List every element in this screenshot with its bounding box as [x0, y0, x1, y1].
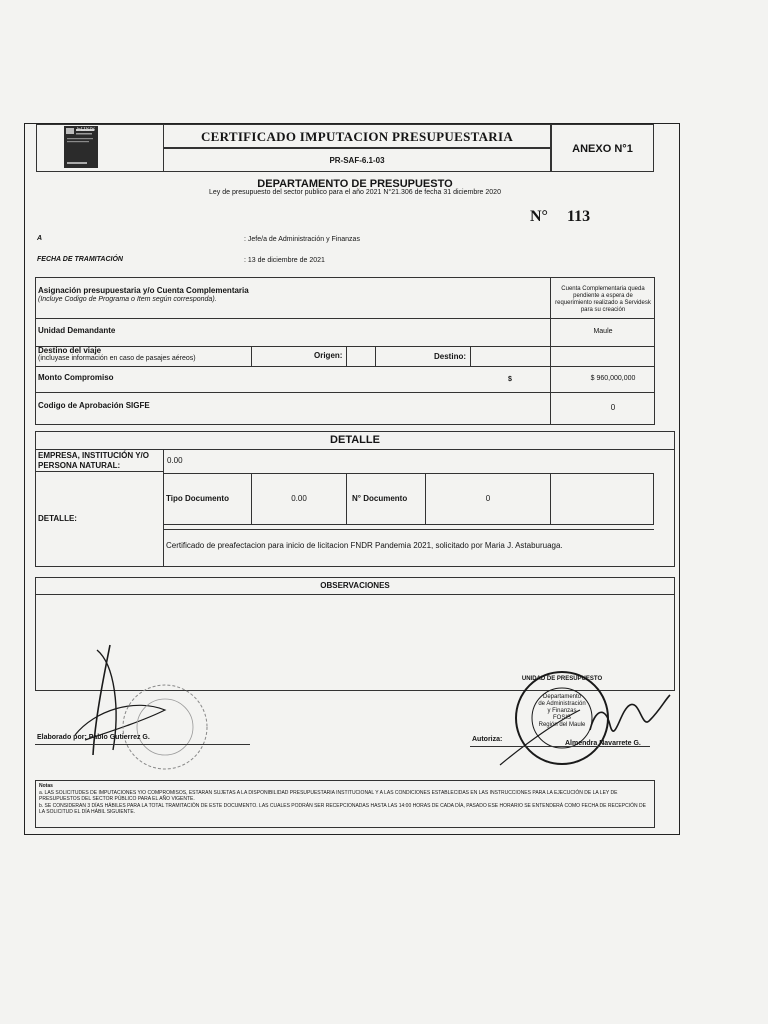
num-doc-label: N° Documento — [352, 494, 408, 503]
monto-label: Monto Compromiso — [38, 373, 114, 382]
logo-text: FOSIS — [77, 127, 96, 133]
law-text: Ley de presupuesto del sector publico para el año 2021 N°21.306 de fecha 31 diciembre 2020 — [209, 189, 501, 196]
asignacion-value: Cuenta Complementaria queda pendiente a espera de requerimiento realizado a Servidesk para su creación — [555, 286, 651, 313]
document-title: CERTIFICADO IMPUTACION PRESUPUESTARIA — [200, 129, 514, 144]
destino-label-2: Destino: — [434, 352, 466, 361]
stamp-inner-2: y Finanzas — [547, 708, 577, 714]
title-cell — [163, 124, 551, 148]
sigfe-value: 0 — [610, 403, 616, 412]
anexo-cell — [551, 124, 654, 172]
tipo-doc-value: 0.00 — [291, 494, 307, 503]
fecha-label: FECHA DE TRAMITACIÓN — [37, 256, 123, 263]
observaciones-title: OBSERVACIONES — [320, 581, 390, 590]
asignacion-label: Asignación presupuestaria y/o Cuenta Complementaria — [38, 286, 249, 295]
number-label: N° — [530, 208, 548, 225]
note-b: b. SE CONSIDERAN 3 DÍAS HÁBILES PARA LA TOTAL TRAMITACIÓN DE ESTE DOCUMENTO. LAS CUALES PODRÁN SER RECEPCIONADAS HASTA LAS 14:00 HORAS DE CADA DÍA, PASADO ESE HORARIO SE ENTENDERÁ COMO FECHA DE RECEPCIÓN DE LA SOLICITUD EL DÍA HÁBIL SIGUIENTE. — [39, 802, 646, 815]
detalle-description: Certificado de preafectacion para inicio de licitacion FNDR Pandemia 2021, solicitado por Maria J. Astaburuaga. — [166, 541, 563, 550]
empresa-value: 0.00 — [167, 456, 183, 465]
asignacion-note: (Incluye Codigo de Programa o Item según corresponda). — [38, 296, 217, 303]
note-a: a. LAS SOLICITUDES DE IMPUTACIONES Y/O COMPROMISOS, ESTARAN SUJETAS A LA DISPONIBILIDAD PRESUPUESTARIA INSTITUCIONAL Y A LAS CONDICIONES ESTABLECIDAS EN LAS INSTRUCCIONES PARA LA EJECUCIÓN DE LA LEY DE PRESUPUESTOS DEL SECTOR PÚBLICO PARA EL AÑO VIGENTE. — [39, 789, 618, 802]
notes-title: Notas — [39, 783, 53, 789]
unidad-label: Unidad Demandante — [38, 326, 116, 335]
monto-currency: $ — [508, 376, 512, 383]
fecha-value: : 13 de diciembre de 2021 — [244, 257, 325, 264]
stamp-inner-0: Departamento — [542, 694, 582, 700]
origen-label: Origen: — [314, 351, 343, 360]
autoriza-label: Autoriza: — [472, 736, 503, 743]
code-cell — [163, 148, 551, 172]
autoriza-name: Almendra Navarrete G. — [565, 740, 641, 747]
autoriza-signature — [470, 690, 680, 770]
stamp-outer-text: UNIDAD DE PRESUPUESTO — [521, 676, 603, 682]
stamp-inner-4: Región del Maule — [538, 722, 586, 728]
num-doc-value: 0 — [485, 494, 491, 503]
elaborado-stamp — [118, 680, 213, 775]
number-value: 113 — [567, 208, 591, 225]
document-code: PR-SAF-6.1-03 — [329, 156, 385, 165]
notes-box — [35, 780, 655, 828]
unidad-value: Maule — [593, 328, 613, 335]
empresa-label: EMPRESA, INSTITUCIÓN Y/O PERSONA NATURAL: — [38, 451, 149, 470]
documento-row — [163, 473, 654, 525]
monto-value: $ 960,000,000 — [590, 375, 636, 382]
detalle-label: DETALLE: — [38, 514, 77, 523]
detalle-title: DETALLE — [330, 434, 380, 446]
tipo-doc-label: Tipo Documento — [166, 494, 229, 503]
elaborado-label: Elaborado por: Pablo Gutierrez G. — [37, 734, 150, 741]
destino-note: (incluyase información en caso de pasajes aéreos) — [38, 355, 196, 362]
sigfe-label: Codigo de Aprobación SIGFE — [38, 401, 150, 410]
logo-cell — [36, 124, 164, 172]
a-value: : Jefe/a de Administración y Finanzas — [244, 236, 360, 243]
department-title: DEPARTAMENTO DE PRESUPUESTO — [257, 178, 453, 190]
anexo-label: ANEXO N°1 — [572, 143, 633, 155]
stamp-inner-3: FOSIS — [552, 715, 571, 721]
stamp-inner-1: de Administración — [538, 701, 586, 707]
a-label: A — [37, 235, 43, 242]
destino-label: Destino del viaje — [38, 346, 102, 355]
